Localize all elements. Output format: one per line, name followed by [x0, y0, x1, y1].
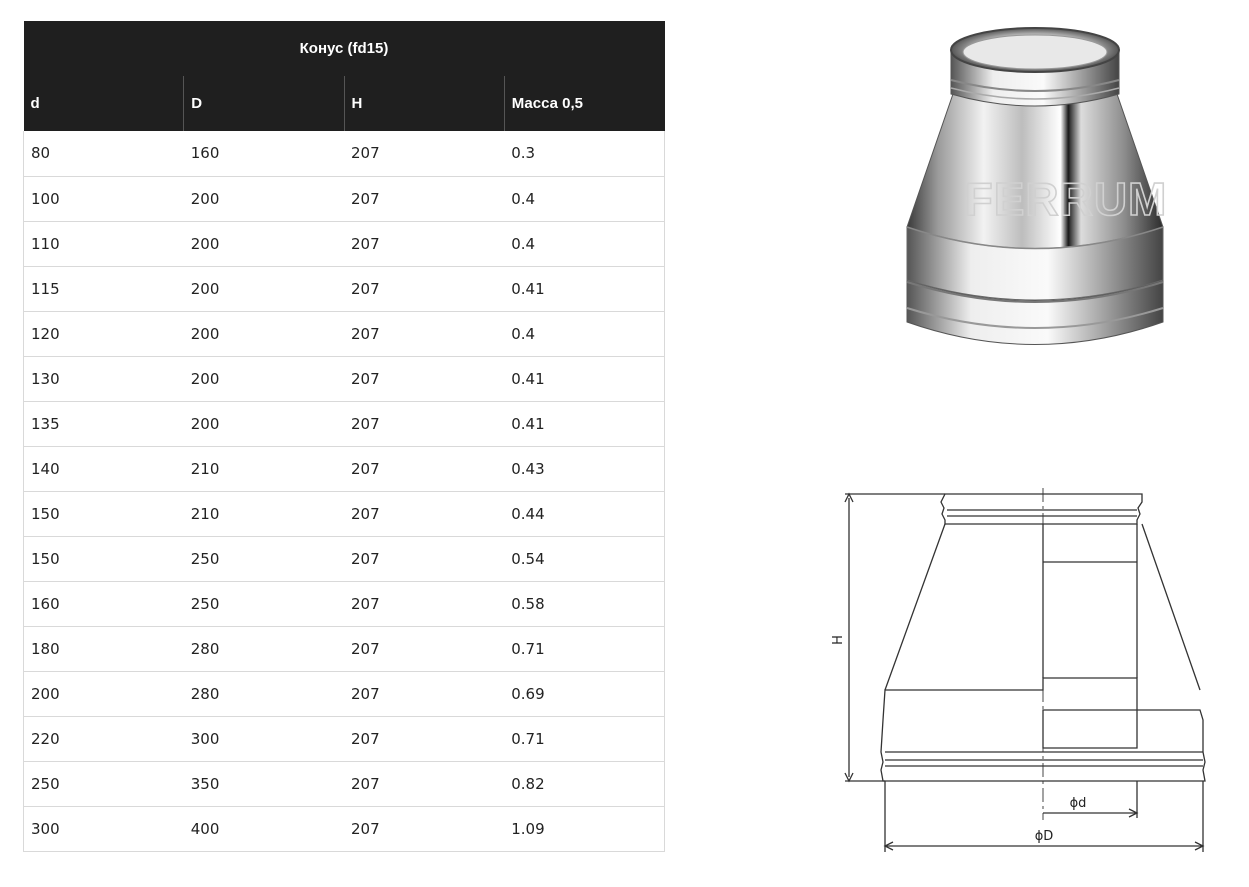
cell-d: 100: [24, 176, 184, 221]
cell-d: 200: [24, 671, 184, 716]
cell-H: 207: [344, 716, 504, 761]
cell-D: 160: [184, 131, 344, 176]
cell-D: 280: [184, 626, 344, 671]
cell-d: 250: [24, 761, 184, 806]
cell-mass: 0.4: [504, 176, 664, 221]
cell-H: 207: [344, 491, 504, 536]
cell-D: 200: [184, 266, 344, 311]
cell-H: 207: [344, 266, 504, 311]
cell-D: 250: [184, 581, 344, 626]
technical-drawing: [825, 480, 1220, 860]
cell-H: 207: [344, 626, 504, 671]
cell-D: 200: [184, 401, 344, 446]
watermark: FERRUM: [964, 173, 1168, 225]
small-diameter-label: ϕd: [1069, 796, 1087, 811]
cell-d: 300: [24, 806, 184, 851]
cell-d: 220: [24, 716, 184, 761]
cell-d: 180: [24, 626, 184, 671]
table-row: [24, 491, 665, 536]
cell-d: 150: [24, 536, 184, 581]
cell-mass: 0.43: [504, 446, 664, 491]
cell-d: 140: [24, 446, 184, 491]
height-label: H: [831, 635, 846, 645]
cell-mass: 0.44: [504, 491, 664, 536]
table-row: [24, 626, 665, 671]
table-row: [24, 221, 665, 266]
table-row: [24, 446, 665, 491]
cell-H: 207: [344, 581, 504, 626]
cell-H: 207: [344, 311, 504, 356]
cell-H: 207: [344, 806, 504, 851]
cell-D: 200: [184, 356, 344, 401]
cell-D: 200: [184, 176, 344, 221]
cell-mass: 0.58: [504, 581, 664, 626]
cell-mass: 1.09: [504, 806, 664, 851]
cell-mass: 0.3: [504, 131, 664, 176]
cell-mass: 0.41: [504, 356, 664, 401]
cell-H: 207: [344, 671, 504, 716]
cell-D: 200: [184, 221, 344, 266]
cell-d: 115: [24, 266, 184, 311]
cell-d: 110: [24, 221, 184, 266]
column-header-d: d: [24, 76, 184, 131]
cell-D: 210: [184, 491, 344, 536]
cell-H: 207: [344, 401, 504, 446]
cell-H: 207: [344, 536, 504, 581]
table-row: [24, 671, 665, 716]
table-row: [24, 266, 665, 311]
column-header-D: D: [184, 76, 344, 131]
table-row: [24, 176, 665, 221]
cell-mass: 0.54: [504, 536, 664, 581]
cell-d: 160: [24, 581, 184, 626]
cell-mass: 0.4: [504, 311, 664, 356]
cell-H: 207: [344, 356, 504, 401]
table-row: [24, 806, 665, 851]
column-header-mass: Масса 0,5: [504, 76, 664, 131]
cell-d: 135: [24, 401, 184, 446]
cell-d: 130: [24, 356, 184, 401]
table-row: [24, 311, 665, 356]
large-diameter-label: ϕD: [1034, 829, 1054, 844]
cell-D: 280: [184, 671, 344, 716]
cell-D: 210: [184, 446, 344, 491]
table-row: [24, 131, 665, 176]
cell-D: 200: [184, 311, 344, 356]
table-title-row: [24, 21, 665, 76]
table-row: [24, 581, 665, 626]
cell-H: 207: [344, 176, 504, 221]
cell-D: 400: [184, 806, 344, 851]
cell-mass: 0.69: [504, 671, 664, 716]
cell-d: 150: [24, 491, 184, 536]
table-row: [24, 716, 665, 761]
cell-mass: 0.82: [504, 761, 664, 806]
cell-mass: 0.4: [504, 221, 664, 266]
cell-mass: 0.71: [504, 716, 664, 761]
table-title: Конус (fd15): [24, 21, 665, 76]
table-row: [24, 401, 665, 446]
table-header-row: [24, 76, 665, 131]
table-row: [24, 761, 665, 806]
table-body: [24, 131, 665, 851]
cell-d: 80: [24, 131, 184, 176]
table-row: [24, 536, 665, 581]
cell-H: 207: [344, 131, 504, 176]
cell-mass: 0.41: [504, 266, 664, 311]
cell-D: 300: [184, 716, 344, 761]
column-header-H: H: [344, 76, 504, 131]
product-photo: [895, 22, 1175, 372]
cell-mass: 0.41: [504, 401, 664, 446]
cell-mass: 0.71: [504, 626, 664, 671]
cell-d: 120: [24, 311, 184, 356]
cell-H: 207: [344, 221, 504, 266]
table-row: [24, 356, 665, 401]
spec-table: [23, 21, 665, 852]
cell-D: 350: [184, 761, 344, 806]
cell-H: 207: [344, 446, 504, 491]
cell-H: 207: [344, 761, 504, 806]
cell-D: 250: [184, 536, 344, 581]
